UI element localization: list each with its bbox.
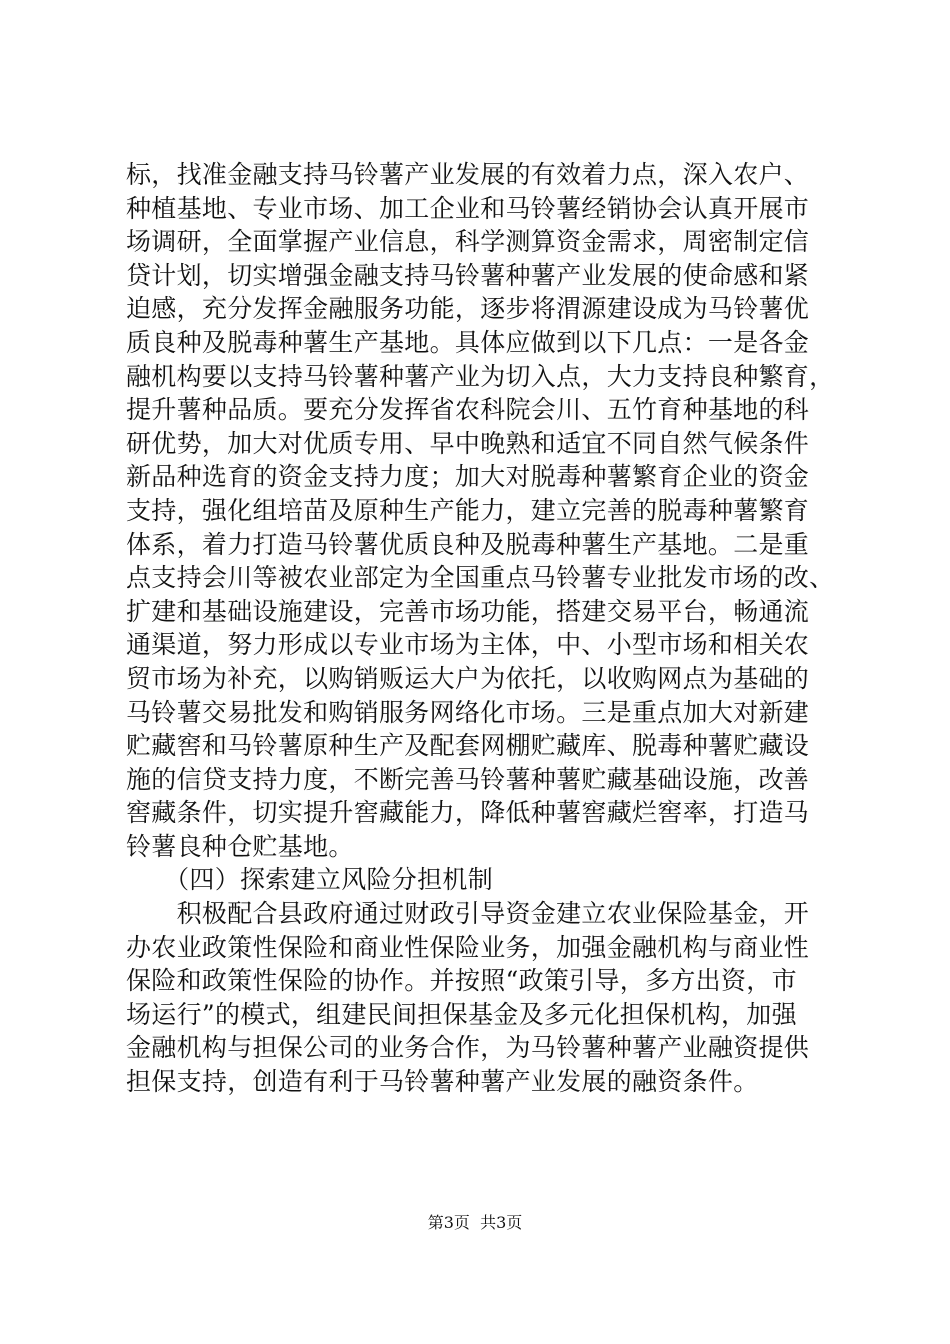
text-line: 铃薯良种仓贮基地。 bbox=[126, 831, 354, 861]
text-line: 体系，着力打造马铃薯优质良种及脱毒种薯生产基地。二是重 bbox=[126, 529, 810, 559]
text-line: 扩建和基础设施建设，完善市场功能，搭建交易平台，畅通流 bbox=[126, 596, 810, 626]
text-line: 贸市场为补充，以购销贩运大户为依托，以收购网点为基础的 bbox=[126, 663, 810, 693]
body-text bbox=[126, 158, 846, 1099]
text-line: 金融机构与担保公司的业务合作，为马铃薯种薯产业融资提供 bbox=[126, 1033, 810, 1063]
text-line: 办农业政策性保险和商业性保险业务，加强金融机构与商业性 bbox=[126, 932, 810, 962]
text-line: 贮藏窖和马铃薯原种生产及配套网棚贮藏库、脱毒种薯贮藏设 bbox=[126, 731, 810, 761]
text-line: 点支持会川等被农业部定为全国重点马铃薯专业批发市场的改、 bbox=[126, 563, 835, 593]
text-line: 新品种选育的资金支持力度；加大对脱毒种薯繁育企业的资金 bbox=[126, 462, 810, 492]
text-line: 担保支持，创造有利于马铃薯种薯产业发展的融资条件。 bbox=[126, 1067, 759, 1097]
text-line: 施的信贷支持力度，不断完善马铃薯种薯贮藏基础设施，改善 bbox=[126, 764, 810, 794]
text-line: 支持，强化组培苗及原种生产能力，建立完善的脱毒种薯繁育 bbox=[126, 495, 810, 525]
page-number: 第3页 共3页 bbox=[427, 1213, 523, 1232]
page-footer bbox=[0, 1212, 950, 1234]
section-heading: （四）探索建立风险分担机制 bbox=[126, 865, 494, 895]
text-line: 质良种及脱毒种薯生产基地。具体应做到以下几点：一是各金 bbox=[126, 327, 810, 357]
text-line: 研优势，加大对优质专用、早中晚熟和适宜不同自然气候条件 bbox=[126, 428, 810, 458]
text-line: 积极配合县政府通过财政引导资金建立农业保险基金，开 bbox=[126, 899, 810, 929]
text-line: 场运行”的模式，组建民间担保基金及多元化担保机构，加强 bbox=[126, 999, 797, 1029]
text-line: 保险和政策性保险的协作。并按照“政策引导，多方出资，市 bbox=[126, 966, 797, 996]
text-line: 窖藏条件，切实提升窖藏能力，降低种薯窖藏烂窖率，打造马 bbox=[126, 798, 810, 828]
text-line: 迫感，充分发挥金融服务功能，逐步将渭源建设成为马铃薯优 bbox=[126, 294, 810, 324]
text-line: 贷计划，切实增强金融支持马铃薯种薯产业发展的使命感和紧 bbox=[126, 260, 810, 290]
text-line: 提升薯种品质。要充分发挥省农科院会川、五竹育种基地的科 bbox=[126, 395, 810, 425]
text-line: 马铃薯交易批发和购销服务网络化市场。三是重点加大对新建 bbox=[126, 697, 810, 727]
text-line: 场调研，全面掌握产业信息，科学测算资金需求，周密制定信 bbox=[126, 227, 810, 257]
text-line: 种植基地、专业市场、加工企业和马铃薯经销协会认真开展市 bbox=[126, 193, 810, 223]
text-line: 融机构要以支持马铃薯种薯产业为切入点，大力支持良种繁育， bbox=[126, 361, 835, 391]
text-line: 通渠道，努力形成以专业市场为主体，中、小型市场和相关农 bbox=[126, 630, 810, 660]
text-line: 标，找准金融支持马铃薯产业发展的有效着力点，深入农户、 bbox=[126, 160, 810, 189]
